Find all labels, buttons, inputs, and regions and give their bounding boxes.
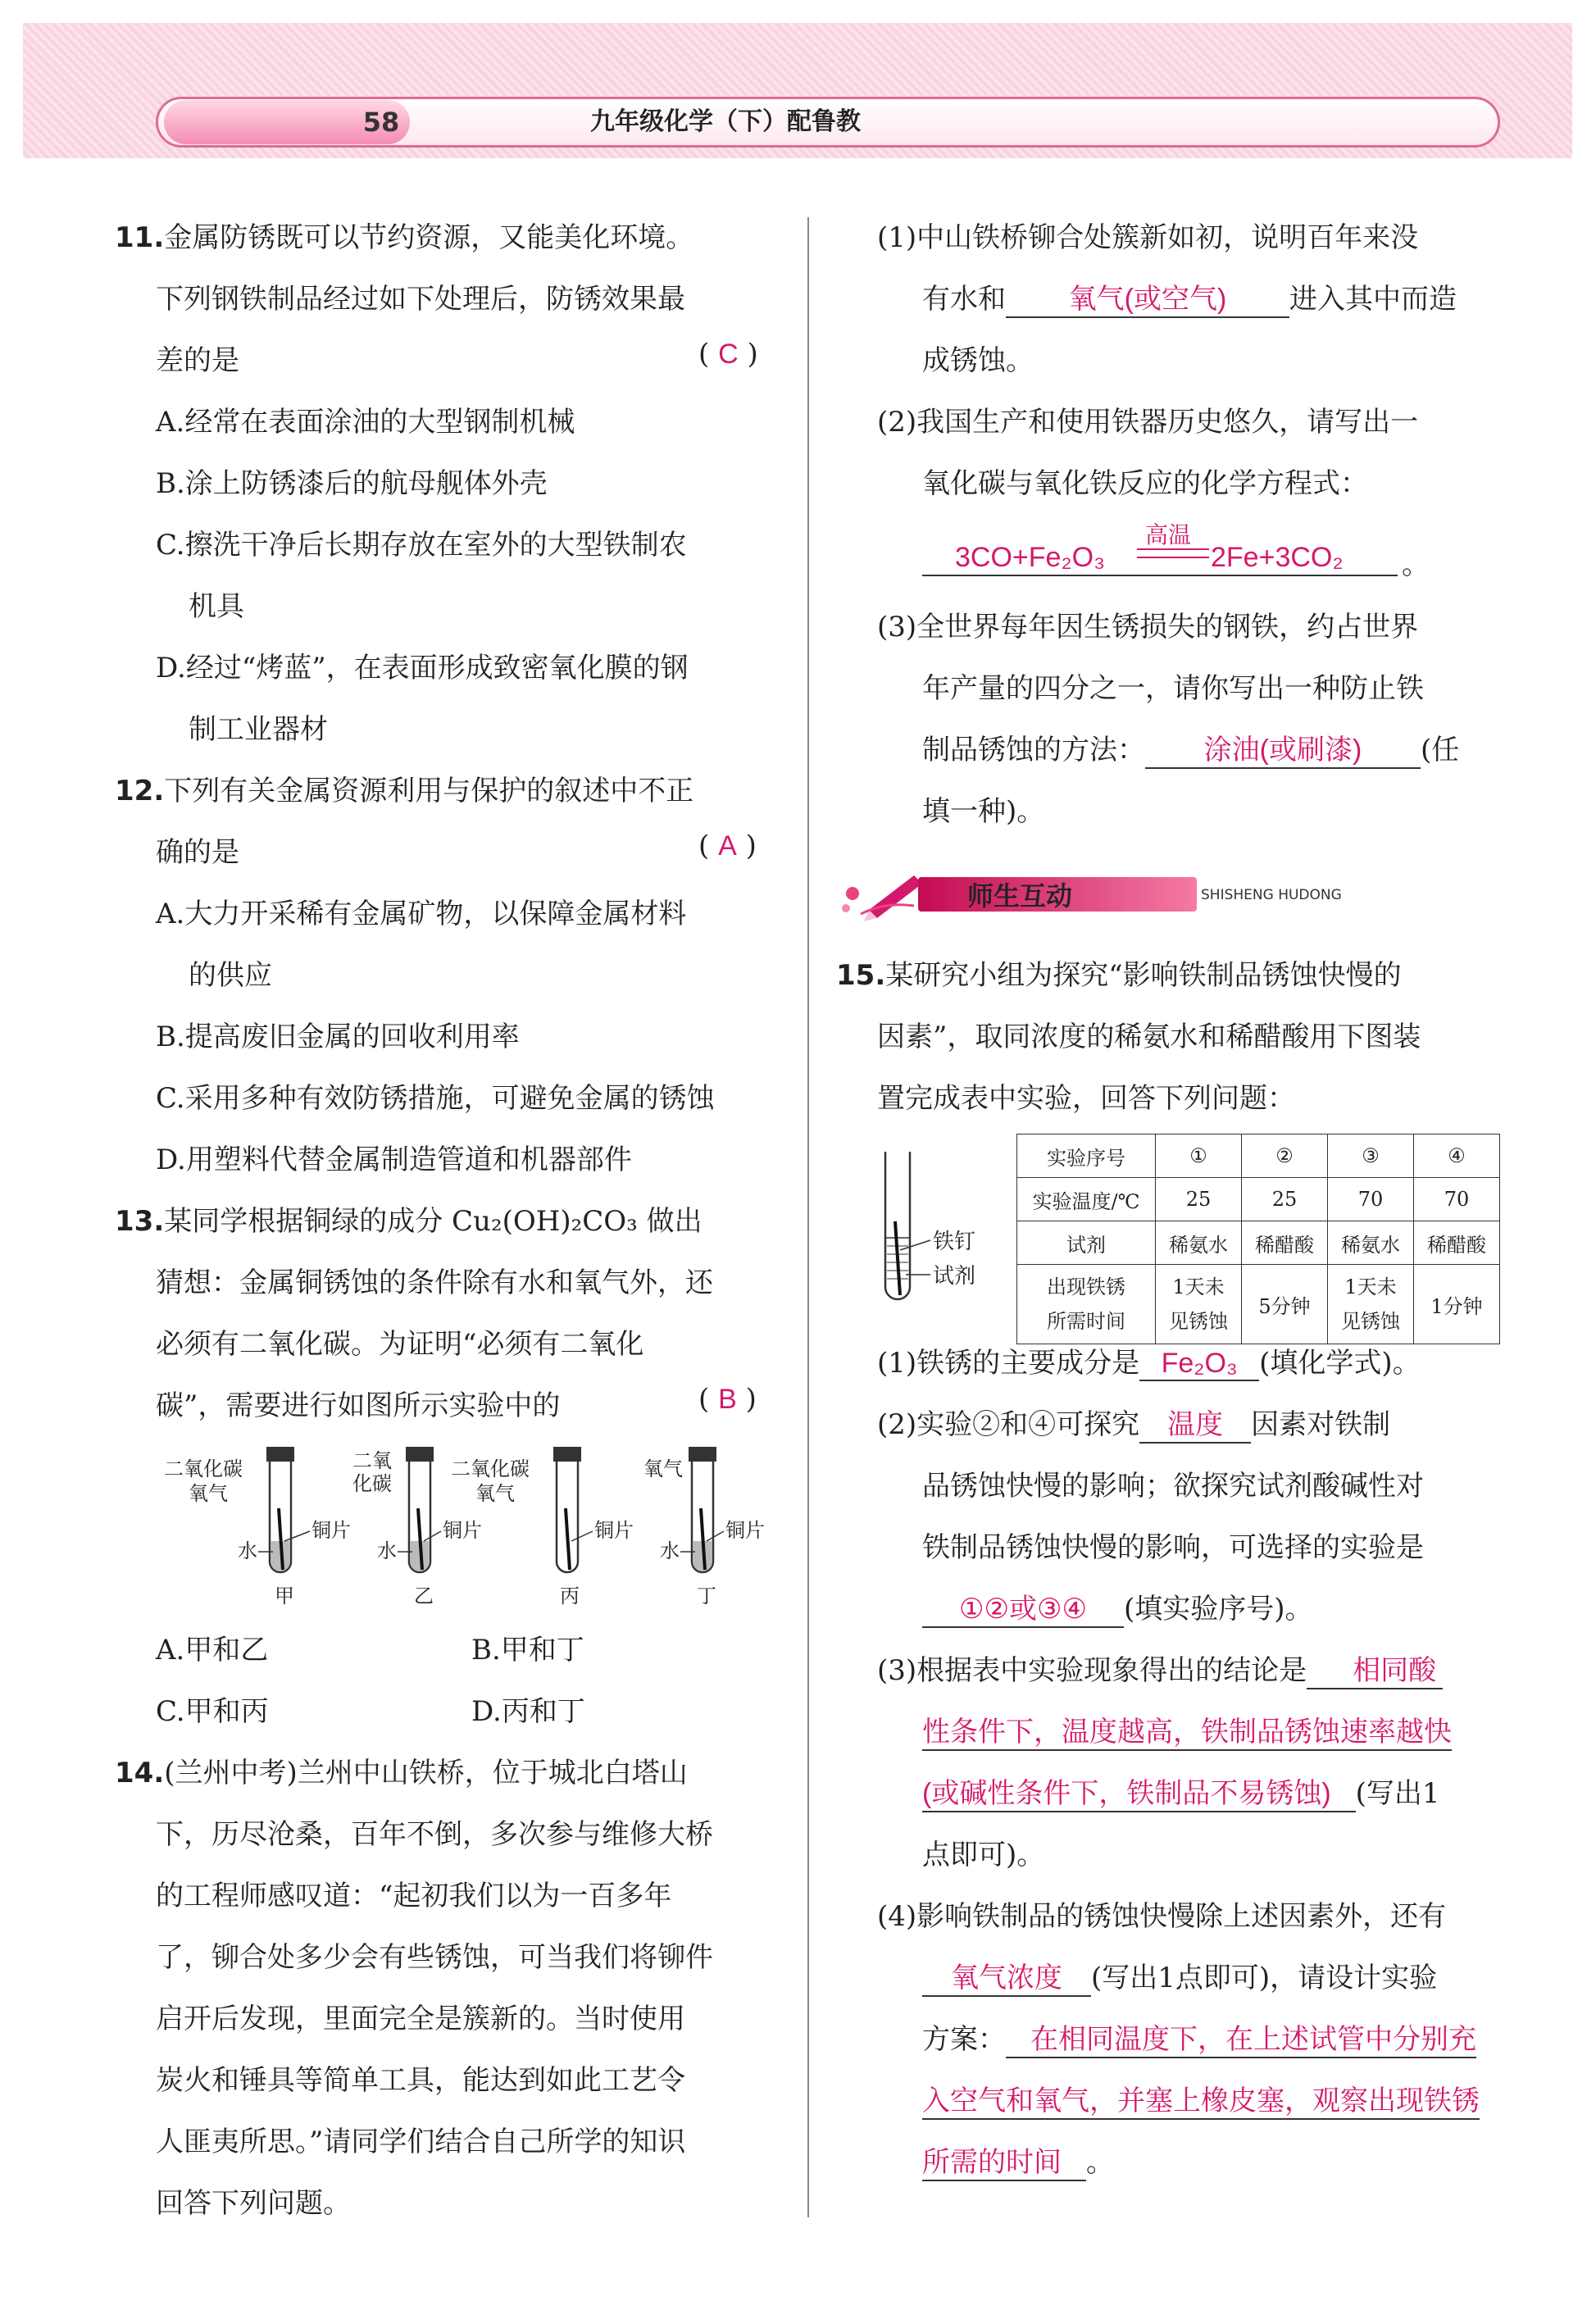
q14-p3-line-4: 填一种)。 — [922, 795, 1045, 828]
pencil-icon — [836, 869, 926, 926]
column-divider — [807, 217, 809, 2217]
q13-option-a: A.甲和乙 — [156, 1634, 269, 1666]
table-cell: 实验序号 — [1017, 1134, 1156, 1178]
apparatus-label-reagent: 试剂 — [933, 1264, 976, 1289]
table-cell: 5分钟 — [1242, 1265, 1328, 1344]
q15-p2-line-1: (2)实验②和④可探究 温度 因素对铁制 — [877, 1402, 1390, 1444]
table-cell: 稀醋酸 — [1414, 1221, 1500, 1265]
q14-p2-eq-sign — [1137, 548, 1209, 558]
q14-line-3: 的工程师感叹道：“起初我们以为一百多年 — [156, 1880, 672, 1912]
q11-option-a: A.经常在表面涂油的大型钢制机械 — [156, 406, 575, 439]
q13-test-tubes-diagram — [160, 1443, 807, 1607]
q11-line-3: 差的是 — [156, 344, 239, 377]
q13-line-1: 13.某同学根据铜绿的成分 Cu₂(OH)₂CO₃ 做出 — [115, 1205, 703, 1238]
q14-p2-eq-condition: 高温 — [1145, 522, 1192, 548]
q14-p3-line-2: 年产量的四分之一，请你写出一种防止铁 — [922, 672, 1424, 705]
q11-number: 11. — [115, 221, 165, 254]
table-cell: 稀氨水 — [1328, 1221, 1414, 1265]
q11-option-b: B.涂上防锈漆后的航母舰体外壳 — [156, 467, 548, 500]
q15-p4-line-1: (4)影响铁制品的锈蚀快慢除上述因素外，还有 — [877, 1900, 1447, 1933]
q11-answer: C — [718, 339, 739, 370]
q12-option-c: C.采用多种有效防锈措施，可避免金属的锈蚀 — [156, 1082, 715, 1115]
tube-jia — [164, 1447, 351, 1607]
q12-number: 12. — [115, 775, 165, 807]
q13-answer: B — [718, 1384, 737, 1415]
tube-bing-gas-1: 二氧化碳 — [451, 1457, 530, 1480]
q14-line-1: 14.(兰州中考)兰州中山铁桥，位于城北白塔山 — [115, 1757, 688, 1789]
q12-line-2: 确的是 — [156, 836, 239, 869]
q15-p3-line-4: 点即可)。 — [922, 1839, 1045, 1871]
q13-number: 13. — [115, 1205, 165, 1238]
table-row — [1017, 1134, 1500, 1178]
q14-line-2: 下，历尽沧桑，百年不倒，多次参与维修大桥 — [156, 1818, 713, 1851]
q14-p1-answer: 氧气(或空气) — [1006, 276, 1289, 318]
q11-option-c-cont: 机具 — [189, 590, 244, 623]
table-cell: ③ — [1328, 1134, 1414, 1178]
q13-line-3: 必须有二氧化碳。为证明“必须有二氧化 — [156, 1328, 644, 1361]
q14-p2-eq-left: 3CO+Fe₂O₃ — [955, 542, 1105, 573]
table-cell: ④ — [1414, 1134, 1500, 1178]
q15-p4-line-3: 方案： 在相同温度下，在上述试管中分别充 — [922, 2017, 1476, 2058]
table-cell: 70 — [1414, 1178, 1500, 1221]
tube-bing-metal: 铜片 — [594, 1519, 634, 1542]
q14-p2-line-2: 氧化碳与氧化铁反应的化学方程式： — [922, 467, 1368, 500]
table-cell: 1天未 见锈蚀 — [1328, 1265, 1414, 1344]
q15-p3-line-3: (或碱性条件下，铁制品不易锈蚀) (写出1 — [922, 1771, 1440, 1812]
q15-p4-line-4 — [922, 2078, 1480, 2120]
q14-p1-line-3: 成锈蚀。 — [922, 344, 1034, 377]
q14-p3-line-3: 制品锈蚀的方法： 涂油(或刷漆) (任 — [922, 727, 1459, 769]
tube-jia-gas-1: 二氧化碳 — [164, 1457, 243, 1480]
q14-p1-line-2: 有水和 氧气(或空气) 进入其中而造 — [922, 276, 1457, 318]
q15-p2-line-3: 铁制品锈蚀快慢的影响，可选择的实验是 — [922, 1531, 1424, 1564]
q13-line-4: 碳”，需要进行如图所示实验中的 — [156, 1389, 561, 1422]
tube-yi-label: 乙 — [414, 1585, 434, 1607]
table-cell: ① — [1156, 1134, 1242, 1178]
q14-line-6: 炭火和锤具等简单工具，能达到如此工艺令 — [156, 2064, 685, 2097]
q13-option-d: D.丙和丁 — [471, 1695, 585, 1728]
tube-ding-metal: 铜片 — [725, 1519, 765, 1542]
q12-option-a-cont: 的供应 — [189, 959, 272, 992]
table-cell: ② — [1242, 1134, 1328, 1178]
q11-option-d: D.经过“烤蓝”，在表面形成致密氧化膜的钢 — [156, 652, 689, 684]
q15-p3-answer-1: 相同酸 — [1307, 1648, 1443, 1689]
table-cell: 70 — [1328, 1178, 1414, 1221]
q14-p3-answer: 涂油(或刷漆) — [1145, 727, 1421, 769]
q11-option-c: C.擦洗干净后长期存放在室外的大型铁制农 — [156, 529, 687, 562]
tube-yi-metal: 铜片 — [443, 1519, 482, 1542]
q15-line-3: 置完成表中实验，回答下列问题： — [877, 1082, 1295, 1115]
q13-option-b: B.甲和丁 — [471, 1634, 584, 1666]
q15-p2-answer-2: ①②或③④ — [922, 1586, 1124, 1628]
q15-p4-answer-3: 入空气和氧气，并塞上橡皮塞，观察出现铁锈 — [922, 2078, 1480, 2120]
table-cell: 稀氨水 — [1156, 1221, 1242, 1265]
q14-p3-line-1: (3)全世界每年因生锈损失的钢铁，约占世界 — [877, 611, 1419, 643]
apparatus-label-nail: 铁钉 — [933, 1230, 976, 1254]
q15-p3-answer-2: 性条件下，温度越高，铁制品锈蚀速率越快 — [922, 1709, 1452, 1751]
table-row — [1017, 1265, 1500, 1344]
q11-line-2: 下列钢铁制品经过如下处理后，防锈效果最 — [156, 283, 685, 316]
q14-p2-eq-right: 2Fe+3CO₂ — [1211, 542, 1344, 573]
q14-line-5: 启开后发现，里面完全是簇新的。当时使用 — [156, 2003, 685, 2035]
q15-p2-line-2: 品锈蚀快慢的影响；欲探究试剂酸碱性对 — [922, 1470, 1424, 1503]
q15-p2-line-4: ①②或③④ (填实验序号)。 — [922, 1586, 1313, 1628]
q15-p4-answer-1: 氧气浓度 — [922, 1955, 1091, 1997]
q15-p3-line-2 — [922, 1709, 1452, 1751]
q12-option-b: B.提高废旧金属的回收利用率 — [156, 1021, 520, 1053]
q13-option-c: C.甲和丙 — [156, 1695, 269, 1728]
q15-p4-answer-4: 所需的时间 — [922, 2139, 1086, 2181]
q15-line-2: 因素”，取同浓度的稀氨水和稀醋酸用下图装 — [877, 1021, 1421, 1053]
table-row — [1017, 1221, 1500, 1265]
q14-p2-equation — [922, 522, 1430, 581]
section-subtitle: SHISHENG HUDONG — [1201, 887, 1342, 903]
tube-yi-gas-1: 二氧 — [352, 1449, 392, 1472]
q15-experiment-table — [1016, 1134, 1500, 1344]
q14-line-8: 回答下列问题。 — [156, 2187, 351, 2220]
q14-p2-end: 。 — [1402, 548, 1430, 581]
tube-jia-label: 甲 — [275, 1585, 294, 1607]
table-cell: 稀醋酸 — [1242, 1221, 1328, 1265]
q15-p3-line-1: (3)根据表中实验现象得出的结论是 相同酸 — [877, 1648, 1443, 1689]
table-cell: 25 — [1242, 1178, 1328, 1221]
table-cell: 试剂 — [1017, 1221, 1156, 1265]
tube-bing-gas-2: 氧气 — [475, 1482, 515, 1505]
q13-answer-paren: ( B ) — [698, 1383, 757, 1416]
q14-line-4: 了，铆合处多少会有些锈蚀，可当我们将铆件 — [156, 1941, 713, 1974]
q15-number: 15. — [836, 959, 886, 992]
section-title: 师生互动 — [967, 880, 1073, 912]
q11-option-d-cont: 制工业器材 — [189, 713, 328, 746]
book-title: 九年级化学（下）配鲁教 — [590, 107, 861, 136]
q15-p4-line-2: 氧气浓度 (写出1点即可)，请设计实验 — [922, 1955, 1437, 1997]
tube-ding-label: 丁 — [697, 1585, 716, 1607]
tube-jia-metal: 铜片 — [311, 1519, 351, 1542]
q15-line-1: 15.某研究小组为探究“影响铁制品锈蚀快慢的 — [836, 959, 1402, 992]
tube-ding-liquid: 水 — [660, 1539, 680, 1562]
tube-jia-gas-2: 氧气 — [189, 1482, 228, 1505]
table-cell: 实验温度/℃ — [1017, 1178, 1156, 1221]
q12-option-a: A.大力开采稀有金属矿物，以保障金属材料 — [156, 898, 687, 930]
q15-p3-answer-3: (或碱性条件下，铁制品不易锈蚀) — [922, 1771, 1356, 1812]
q14-number: 14. — [115, 1757, 165, 1789]
table-cell: 出现铁锈 所需时间 — [1017, 1265, 1156, 1344]
table-cell: 1分钟 — [1414, 1265, 1500, 1344]
q12-answer-paren: ( A ) — [698, 830, 757, 862]
q15-p2-answer-1: 温度 — [1139, 1402, 1251, 1444]
table-cell: 1天未 见锈蚀 — [1156, 1265, 1242, 1344]
q11-answer-paren: ( C ) — [698, 338, 758, 371]
table-cell: 25 — [1156, 1178, 1242, 1221]
q14-line-7: 人匪夷所思。”请同学们结合自己所学的知识 — [156, 2126, 686, 2158]
q14-p1-line-1: (1)中山铁桥铆合处簇新如初，说明百年来没 — [877, 221, 1419, 254]
section-header — [836, 869, 1410, 926]
q15-p4-answer-2: 在相同温度下，在上述试管中分别充 — [1006, 2017, 1476, 2058]
q12-option-d: D.用塑料代替金属制造管道和机器部件 — [156, 1144, 632, 1176]
q12-answer: A — [718, 830, 737, 862]
table-row — [1017, 1178, 1500, 1221]
q15-p4-line-5: 所需的时间 。 — [922, 2139, 1114, 2181]
q15-apparatus — [869, 1144, 1008, 1316]
q15-p1-line: (1)铁锈的主要成分是 Fe₂O₃ (填化学式)。 — [877, 1347, 1421, 1380]
q14-p2-line-1: (2)我国生产和使用铁器历史悠久，请写出一 — [877, 406, 1419, 439]
tube-jia-liquid: 水 — [238, 1539, 257, 1562]
tube-yi-gas-2: 化碳 — [352, 1472, 392, 1495]
tube-ding-gas: 氧气 — [643, 1457, 683, 1480]
q11-line-1: 11.金属防锈既可以节约资源，又能美化环境。 — [115, 221, 694, 254]
tube-bing-label: 丙 — [560, 1585, 580, 1607]
page-number: 58 — [362, 107, 400, 138]
q15-p1-answer: Fe₂O₃ — [1139, 1348, 1259, 1381]
tube-yi-liquid: 水 — [377, 1539, 397, 1562]
tube-ding — [643, 1447, 765, 1607]
q13-line-2: 猜想：金属铜锈蚀的条件除有水和氧气外，还 — [156, 1266, 713, 1299]
q12-line-1: 12.下列有关金属资源利用与保护的叙述中不正 — [115, 775, 694, 807]
